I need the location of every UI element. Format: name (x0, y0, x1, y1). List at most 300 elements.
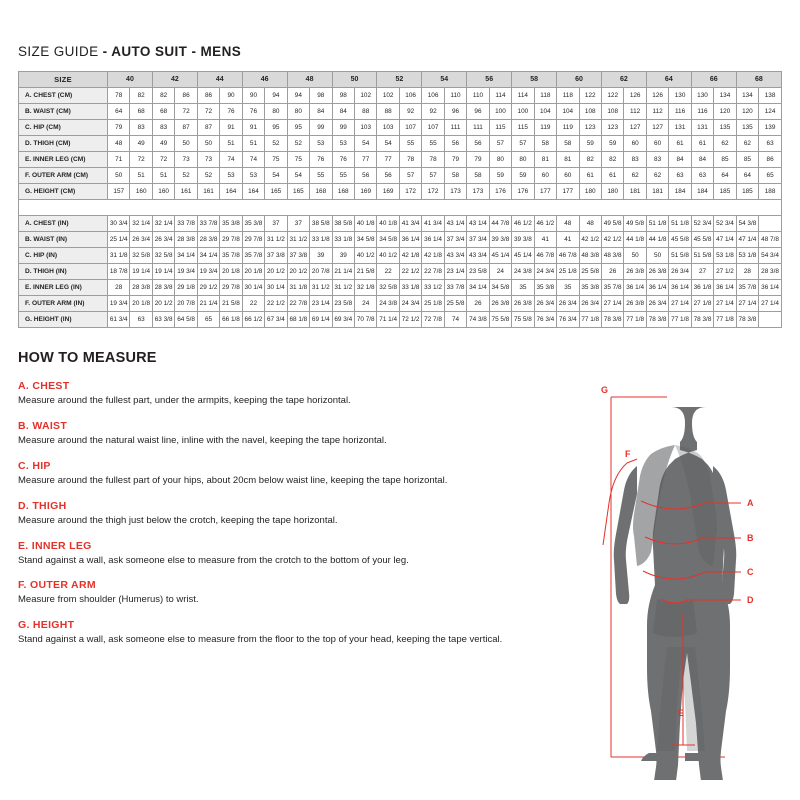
table-cell: 95 (265, 120, 287, 136)
table-cell: 60 (646, 136, 668, 152)
table-cell: 28 3/8 (152, 280, 174, 296)
table-cell: 79 (467, 152, 489, 168)
table-row (19, 312, 782, 328)
table-cell: 77 (354, 152, 376, 168)
table-cell: 82 (601, 152, 623, 168)
table-cell: 37 (265, 216, 287, 232)
table-cell: 184 (691, 184, 713, 200)
table-cell: 64 (714, 168, 736, 184)
table-cell: 51 (152, 168, 174, 184)
table-cell: 35 3/8 (579, 280, 601, 296)
row-header: F. OUTER ARM (CM) (19, 168, 108, 184)
table-cell: 26 3/8 (489, 296, 511, 312)
table-cell: 31 1/8 (287, 280, 309, 296)
table-cell: 36 1/4 (422, 232, 444, 248)
table-cell: 44 1/8 (624, 232, 646, 248)
measure-item (18, 500, 578, 527)
table-cell: 180 (579, 184, 601, 200)
table-cell: 80 (287, 104, 309, 120)
table-cell: 74 3/8 (467, 312, 489, 328)
table-cell: 40 1/8 (354, 216, 376, 232)
table-cell: 122 (601, 88, 623, 104)
table-cell: 46 7/8 (534, 248, 556, 264)
table-cell: 98 (310, 88, 332, 104)
table-cell: 25 1/8 (557, 264, 579, 280)
table-cell: 77 1/8 (714, 312, 736, 328)
table-cell: 46 7/8 (557, 248, 579, 264)
table-cell: 112 (624, 104, 646, 120)
table-cell: 176 (489, 184, 511, 200)
table-cell: 54 (287, 168, 309, 184)
table-cell: 181 (624, 184, 646, 200)
table-cell: 160 (130, 184, 152, 200)
table-cell: 65 (759, 168, 782, 184)
row-header: D. THIGH (CM) (19, 136, 108, 152)
table-cell: 31 1/2 (332, 280, 354, 296)
table-cell: 36 1/4 (759, 280, 782, 296)
table-cell: 35 7/8 (601, 280, 623, 296)
table-cell: 34 5/8 (354, 232, 376, 248)
table-cell: 180 (601, 184, 623, 200)
table-cell: 48 3/8 (601, 248, 623, 264)
table-cell: 51 1/8 (646, 216, 668, 232)
table-cell: 157 (108, 184, 130, 200)
table-cell: 161 (197, 184, 219, 200)
table-cell: 94 (265, 88, 287, 104)
table-cell: 27 1/4 (601, 296, 623, 312)
size-column-header: 46 (242, 72, 287, 88)
table-cell: 176 (512, 184, 534, 200)
table-cell: 52 (175, 168, 197, 184)
table-cell: 51 5/8 (691, 248, 713, 264)
table-cell: 29 7/8 (220, 280, 242, 296)
table-cell: 49 5/8 (624, 216, 646, 232)
measure-item-title: C. HIP (18, 459, 51, 472)
table-cell: 32 1/8 (354, 280, 376, 296)
table-cell: 31 1/2 (310, 280, 332, 296)
table-cell: 28 (736, 264, 758, 280)
table-cell: 57 (489, 136, 511, 152)
table-cell: 77 1/8 (624, 312, 646, 328)
table-cell: 48 (108, 136, 130, 152)
table-cell: 91 (220, 120, 242, 136)
table-cell: 90 (242, 88, 264, 104)
table-cell: 126 (646, 88, 668, 104)
table-cell: 185 (714, 184, 736, 200)
table-cell: 33 7/8 (444, 280, 466, 296)
row-header: A. CHEST (IN) (19, 216, 108, 232)
table-cell: 64 (736, 168, 758, 184)
table-cell: 32 5/8 (130, 248, 152, 264)
table-cell: 58 (557, 136, 579, 152)
table-cell: 74 (444, 312, 466, 328)
table-cell: 49 (152, 136, 174, 152)
table-cell: 57 (399, 168, 421, 184)
table-cell: 57 (422, 168, 444, 184)
table-cell: 63 3/8 (152, 312, 174, 328)
size-table-corner: SIZE (19, 72, 108, 88)
table-cell: 26 (601, 264, 623, 280)
table-cell: 25 5/8 (579, 264, 601, 280)
table-cell: 111 (467, 120, 489, 136)
table-cell: 53 1/8 (714, 248, 736, 264)
table-cell: 99 (310, 120, 332, 136)
row-header: B. WAIST (CM) (19, 104, 108, 120)
table-cell: 54 (377, 136, 399, 152)
table-cell: 85 (736, 152, 758, 168)
table-cell: 102 (354, 88, 376, 104)
table-cell: 99 (332, 120, 354, 136)
table-cell: 103 (354, 120, 376, 136)
table-cell: 37 (287, 216, 309, 232)
table-cell: 75 (287, 152, 309, 168)
table-cell: 134 (714, 88, 736, 104)
table-cell: 78 (422, 152, 444, 168)
size-column-header: 42 (152, 72, 197, 88)
table-cell: 59 (489, 168, 511, 184)
table-cell: 165 (287, 184, 309, 200)
table-cell: 96 (467, 104, 489, 120)
table-cell: 26 3/4 (534, 296, 556, 312)
measure-list (18, 380, 578, 646)
table-cell: 54 (265, 168, 287, 184)
table-cell: 62 (646, 168, 668, 184)
table-cell: 19 3/4 (108, 296, 130, 312)
table-cell: 67 3/4 (265, 312, 287, 328)
table-cell: 26 3/8 (624, 264, 646, 280)
table-cell: 95 (287, 120, 309, 136)
table-cell: 19 1/4 (130, 264, 152, 280)
size-table-body (19, 88, 782, 328)
table-cell: 76 3/4 (557, 312, 579, 328)
table-cell: 91 (242, 120, 264, 136)
table-cell: 103 (377, 120, 399, 136)
measure-item-text: Measure around the fullest part, under the armpits, keeping the tape horizontal. (18, 395, 351, 406)
table-cell: 34 5/8 (377, 232, 399, 248)
table-row (19, 152, 782, 168)
row-header: G. HEIGHT (CM) (19, 184, 108, 200)
table-row (19, 168, 782, 184)
table-cell: 33 7/8 (175, 216, 197, 232)
table-row (19, 280, 782, 296)
table-cell: 50 (646, 248, 668, 264)
size-column-header: 48 (287, 72, 332, 88)
table-cell: 107 (399, 120, 421, 136)
table-cell: 20 7/8 (310, 264, 332, 280)
table-cell: 34 1/4 (175, 248, 197, 264)
table-cell: 119 (534, 120, 556, 136)
table-cell: 23 1/4 (444, 264, 466, 280)
table-cell: 39 3/8 (489, 232, 511, 248)
table-cell: 115 (489, 120, 511, 136)
table-cell: 56 (354, 168, 376, 184)
table-cell: 43 3/4 (467, 248, 489, 264)
table-cell: 65 (197, 312, 219, 328)
table-cell: 92 (422, 104, 444, 120)
table-cell: 26 3/4 (646, 296, 668, 312)
table-cell: 48 7/8 (759, 232, 782, 248)
table-cell: 48 (579, 216, 601, 232)
table-cell: 28 (108, 280, 130, 296)
table-cell: 52 3/4 (714, 216, 736, 232)
measure-item (18, 380, 578, 407)
table-cell: 77 1/8 (579, 312, 601, 328)
figure-label-e: E (678, 708, 685, 718)
table-cell: 63 (669, 168, 691, 184)
table-row (19, 136, 782, 152)
measure-item (18, 619, 578, 646)
table-cell: 59 (512, 168, 534, 184)
table-cell: 21 5/8 (220, 296, 242, 312)
table-cell: 57 (512, 136, 534, 152)
table-cell: 87 (175, 120, 197, 136)
table-cell: 30 1/4 (265, 280, 287, 296)
table-cell: 23 1/4 (310, 296, 332, 312)
table-cell (759, 312, 782, 328)
body-measure-figure (575, 385, 790, 780)
table-cell: 31 1/2 (265, 232, 287, 248)
size-column-header: 58 (512, 72, 557, 88)
table-cell: 33 1/8 (310, 232, 332, 248)
table-cell: 81 (557, 152, 579, 168)
table-cell: 52 (265, 136, 287, 152)
table-cell: 84 (332, 104, 354, 120)
table-cell: 90 (220, 88, 242, 104)
table-cell: 63 (759, 136, 782, 152)
table-cell: 22 7/8 (422, 264, 444, 280)
table-cell: 107 (422, 120, 444, 136)
how-to-measure-heading: HOW TO MEASURE (18, 350, 157, 366)
table-cell: 64 5/8 (175, 312, 197, 328)
table-cell: 104 (534, 104, 556, 120)
size-column-header: 66 (691, 72, 736, 88)
table-cell: 22 (242, 296, 264, 312)
size-table-header-row (19, 72, 782, 88)
table-cell: 73 (197, 152, 219, 168)
table-cell: 41 (534, 232, 556, 248)
table-cell: 115 (512, 120, 534, 136)
table-row (19, 184, 782, 200)
table-cell: 29 7/8 (242, 232, 264, 248)
table-cell: 26 3/8 (512, 296, 534, 312)
table-cell: 29 1/8 (175, 280, 197, 296)
table-cell: 55 (310, 168, 332, 184)
table-cell: 59 (579, 136, 601, 152)
table-cell: 40 1/8 (377, 216, 399, 232)
table-cell: 33 1/8 (332, 232, 354, 248)
table-cell: 24 (354, 296, 376, 312)
figure-label-g: G (600, 385, 608, 395)
table-cell: 52 (197, 168, 219, 184)
table-cell: 35 3/8 (220, 216, 242, 232)
table-cell: 173 (467, 184, 489, 200)
table-cell: 60 (624, 136, 646, 152)
table-cell: 120 (714, 104, 736, 120)
table-cell: 51 (220, 136, 242, 152)
table-cell: 56 (444, 136, 466, 152)
table-cell: 34 1/4 (467, 280, 489, 296)
table-cell: 45 1/4 (489, 248, 511, 264)
table-cell: 20 1/8 (242, 264, 264, 280)
table-cell: 60 (557, 168, 579, 184)
table-cell: 78 (399, 152, 421, 168)
table-cell: 28 3/8 (759, 264, 782, 280)
table-cell: 23 5/8 (467, 264, 489, 280)
table-cell: 37 3/4 (444, 232, 466, 248)
measure-item-text: Measure around the fullest part of your hips, about 20cm below waist line, keeping the tape horizontal. (18, 474, 448, 486)
table-cell: 22 7/8 (287, 296, 309, 312)
size-column-header: 50 (332, 72, 377, 88)
table-cell: 25 5/8 (444, 296, 466, 312)
table-cell: 77 (377, 152, 399, 168)
table-cell: 50 (197, 136, 219, 152)
table-cell: 43 3/4 (444, 248, 466, 264)
table-cell: 32 5/8 (377, 280, 399, 296)
table-cell: 51 1/8 (669, 216, 691, 232)
table-cell: 64 (108, 104, 130, 120)
table-cell: 58 (534, 136, 556, 152)
table-cell: 41 3/4 (422, 216, 444, 232)
table-cell: 20 1/2 (265, 264, 287, 280)
table-cell: 68 (130, 104, 152, 120)
table-cell: 26 3/4 (152, 232, 174, 248)
table-cell: 172 (399, 184, 421, 200)
table-cell: 28 3/8 (175, 232, 197, 248)
table-cell: 120 (736, 104, 758, 120)
table-cell: 116 (691, 104, 713, 120)
table-cell: 56 (467, 136, 489, 152)
table-cell: 61 (669, 136, 691, 152)
table-cell: 75 (265, 152, 287, 168)
table-cell: 43 1/4 (444, 216, 466, 232)
figure-label-d: D (747, 595, 754, 605)
table-cell: 104 (557, 104, 579, 120)
table-cell: 28 3/8 (130, 280, 152, 296)
size-column-header: 64 (646, 72, 691, 88)
table-cell: 35 7/8 (736, 280, 758, 296)
table-cell: 36 1/4 (669, 280, 691, 296)
table-cell: 21 1/4 (197, 296, 219, 312)
table-cell: 58 (444, 168, 466, 184)
table-cell: 46 1/2 (512, 216, 534, 232)
measure-item-text: Stand against a wall, ask someone else to measure from the floor to the top of your head, keeping the tape vertical. (18, 634, 503, 646)
table-cell: 26 3/4 (557, 296, 579, 312)
table-cell: 63 (691, 168, 713, 184)
table-cell: 58 (467, 168, 489, 184)
table-cell: 135 (736, 120, 758, 136)
table-cell: 50 (624, 248, 646, 264)
table-cell: 169 (354, 184, 376, 200)
table-cell: 20 1/2 (287, 264, 309, 280)
table-cell: 52 (287, 136, 309, 152)
table-cell: 82 (579, 152, 601, 168)
table-cell: 75 5/8 (512, 312, 534, 328)
table-cell: 68 1/8 (287, 312, 309, 328)
table-cell: 54 3/8 (736, 216, 758, 232)
table-cell: 138 (759, 88, 782, 104)
table-cell: 86 (175, 88, 197, 104)
table-cell: 72 (197, 104, 219, 120)
table-cell: 87 (197, 120, 219, 136)
table-cell: 76 (310, 152, 332, 168)
table-cell: 82 (152, 88, 174, 104)
table-cell: 20 7/8 (175, 296, 197, 312)
table-cell: 63 (130, 312, 152, 328)
table-cell: 44 1/8 (646, 232, 668, 248)
table-cell: 48 3/8 (579, 248, 601, 264)
table-cell: 72 1/2 (399, 312, 421, 328)
table-cell: 84 (691, 152, 713, 168)
figure-silhouette (614, 407, 737, 780)
measure-item (18, 460, 578, 487)
table-cell: 96 (444, 104, 466, 120)
table-cell: 130 (691, 88, 713, 104)
table-cell: 161 (175, 184, 197, 200)
table-cell: 135 (714, 120, 736, 136)
table-cell: 21 1/4 (332, 264, 354, 280)
table-cell: 61 3/4 (108, 312, 130, 328)
row-header: B. WAIST (IN) (19, 232, 108, 248)
table-cell: 164 (220, 184, 242, 200)
table-cell: 71 1/4 (377, 312, 399, 328)
table-cell: 20 1/2 (152, 296, 174, 312)
table-row (19, 104, 782, 120)
table-cell: 26 3/4 (669, 264, 691, 280)
row-header: A. CHEST (CM) (19, 88, 108, 104)
table-cell: 36 1/4 (714, 280, 736, 296)
measure-item-text: Measure around the thigh just below the crotch, keeping the tape horizontal. (18, 514, 338, 526)
table-cell: 108 (579, 104, 601, 120)
table-cell: 53 (220, 168, 242, 184)
table-cell: 41 3/4 (399, 216, 421, 232)
table-cell: 88 (354, 104, 376, 120)
table-row (19, 120, 782, 136)
table-cell: 131 (669, 120, 691, 136)
table-cell: 26 (467, 296, 489, 312)
table-cell: 76 (220, 104, 242, 120)
table-cell: 27 1/4 (669, 296, 691, 312)
table-cell: 78 3/8 (646, 312, 668, 328)
table-cell (759, 216, 782, 232)
measure-item (18, 420, 578, 447)
table-cell: 119 (557, 120, 579, 136)
table-cell: 38 5/8 (310, 216, 332, 232)
table-cell: 62 (714, 136, 736, 152)
table-cell: 20 1/8 (220, 264, 242, 280)
table-cell: 27 1/4 (714, 296, 736, 312)
size-column-header: 62 (601, 72, 646, 88)
table-cell: 116 (669, 104, 691, 120)
row-header: C. HIP (CM) (19, 120, 108, 136)
table-cell: 73 (175, 152, 197, 168)
table-cell: 83 (624, 152, 646, 168)
table-cell: 47 1/4 (714, 232, 736, 248)
table-cell: 39 (332, 248, 354, 264)
table-cell: 168 (310, 184, 332, 200)
row-header: E. INNER LEG (IN) (19, 280, 108, 296)
table-cell: 130 (669, 88, 691, 104)
table-cell: 84 (310, 104, 332, 120)
table-cell: 40 1/2 (377, 248, 399, 264)
table-cell: 39 (310, 248, 332, 264)
table-cell: 122 (579, 88, 601, 104)
table-row (19, 264, 782, 280)
figure-label-b: B (747, 533, 754, 543)
table-cell: 24 3/8 (377, 296, 399, 312)
table-cell: 41 (557, 232, 579, 248)
table-cell: 55 (399, 136, 421, 152)
table-cell: 78 3/8 (691, 312, 713, 328)
